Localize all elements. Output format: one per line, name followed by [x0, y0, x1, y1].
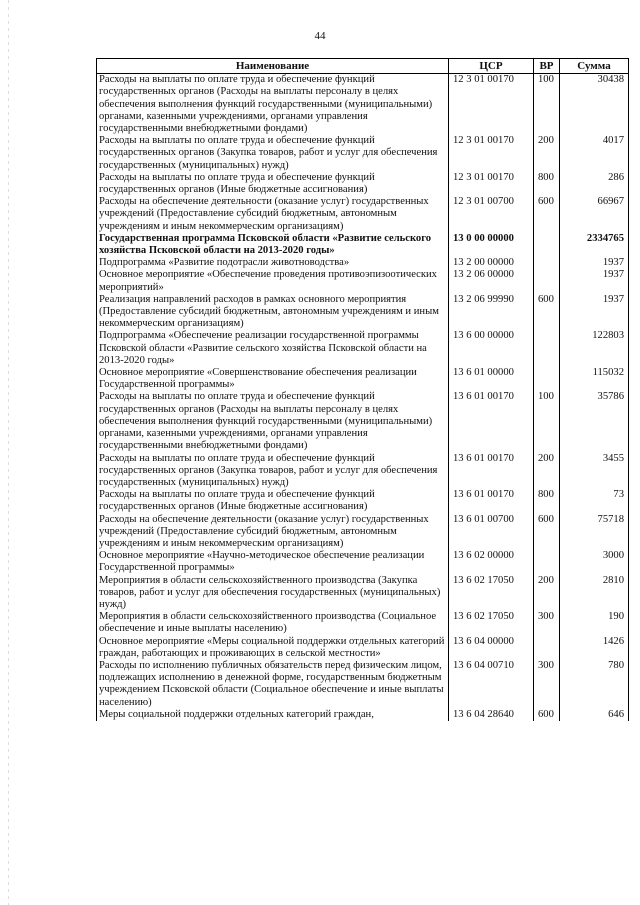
row-sum-cell: 3000 [560, 550, 629, 574]
page-number: 44 [314, 30, 326, 42]
row-sum-cell: 1937 [560, 269, 629, 293]
row-code-cell: 13 6 02 17050 [449, 575, 534, 612]
row-sum-cell: 122803 [560, 330, 629, 367]
table-row [97, 74, 629, 136]
row-code-cell: 13 6 02 00000 [449, 550, 534, 574]
table-row [97, 550, 629, 574]
table-row [97, 294, 629, 331]
row-code-cell: 12 3 01 00170 [449, 74, 534, 136]
table-row [97, 611, 629, 635]
row-name-cell: Основное мероприятие «Обеспечение проведения противоэпизоотических мероприятий» [97, 269, 449, 293]
row-name-cell: Расходы по исполнению публичных обязательств перед физическим лицом, подлежащих исполнению в денежной форме, государственным бюджетным учреждением Псковской области (Социальное обеспечение и иные выплаты населению) [97, 660, 449, 709]
row-vr-cell [534, 367, 560, 391]
row-code-cell: 13 6 00 00000 [449, 330, 534, 367]
row-code-cell: 13 6 02 17050 [449, 611, 534, 635]
row-name-cell: Расходы на выплаты по оплате труда и обеспечение функций государственных органов (Закупка товаров, работ и услуг для обеспечения государственных (муниципальных) нужд) [97, 135, 449, 172]
row-code-cell: 13 6 01 00000 [449, 367, 534, 391]
table-row [97, 257, 629, 269]
row-sum-cell: 4017 [560, 135, 629, 172]
row-sum-cell: 1937 [560, 294, 629, 331]
row-vr-cell: 300 [534, 611, 560, 635]
row-name-cell: Расходы на выплаты по оплате труда и обеспечение функций государственных органов (Расходы на выплаты персоналу в целях обеспечения выполнения функций государственными (муниципальными) органами, казенными учреждениями, органами управления государственными внебюджетными фондами) [97, 391, 449, 452]
table-header-row [97, 59, 629, 74]
table-row [97, 636, 629, 660]
table-row [97, 135, 629, 172]
header-vr: ВР [534, 59, 560, 74]
row-vr-cell [534, 636, 560, 660]
row-name-cell: Основное мероприятие «Совершенствование обеспечения реализации Государственной программы» [97, 367, 449, 391]
table-row [97, 196, 629, 233]
row-name-cell: Подпрограмма «Обеспечение реализации государственной программы Псковской области «Развитие сельского хозяйства Псковской области на 2013-2020 годы» [97, 330, 449, 367]
row-name-cell: Меры социальной поддержки отдельных категорий граждан, [97, 709, 449, 721]
row-name-cell: Расходы на выплаты по оплате труда и обеспечение функций государственных органов (Иные бюджетные ассигнования) [97, 489, 449, 513]
row-name-cell: Расходы на обеспечение деятельности (оказание услуг) государственных учреждений (Предоставление субсидий бюджетным, автономным учреждениям и иным некоммерческим организациям) [97, 514, 449, 551]
row-name-cell: Основное мероприятие «Научно-методическое обеспечение реализации Государственной программы» [97, 550, 449, 574]
row-code-cell: 13 2 00 00000 [449, 257, 534, 269]
row-sum-cell: 115032 [560, 367, 629, 391]
row-name-cell: Расходы на обеспечение деятельности (оказание услуг) государственных учреждений (Предоставление субсидий бюджетным, автономным учреждениям и иным некоммерческим организациям) [97, 196, 449, 233]
row-vr-cell: 600 [534, 196, 560, 233]
table-row [97, 660, 629, 709]
table-row [97, 489, 629, 513]
row-name-cell: Расходы на выплаты по оплате труда и обеспечение функций государственных органов (Расходы на выплаты персоналу в целях обеспечения выполнения функций государственными (муниципальными) органами, казенными учреждениями, органами управления государственными внебюджетными фондами) [97, 74, 449, 136]
row-vr-cell: 200 [534, 135, 560, 172]
row-vr-cell [534, 550, 560, 574]
table-row [97, 391, 629, 452]
row-name-cell: Государственная программа Псковской области «Развитие сельского хозяйства Псковской области на 2013-2020 годы» [97, 233, 449, 257]
row-code-cell: 13 6 04 00710 [449, 660, 534, 709]
table-row [97, 269, 629, 293]
scan-margin-line [8, 0, 9, 905]
header-name: Наименование [97, 59, 449, 74]
budget-table [96, 58, 629, 721]
row-code-cell: 13 2 06 99990 [449, 294, 534, 331]
row-sum-cell: 35786 [560, 391, 629, 452]
header-sum: Сумма [560, 59, 629, 74]
row-code-cell: 13 0 00 00000 [449, 233, 534, 257]
row-name-cell: Мероприятия в области сельскохозяйственного производства (Закупка товаров, работ и услуг для обеспечения государственных (муниципальных) нужд) [97, 575, 449, 612]
row-sum-cell: 190 [560, 611, 629, 635]
row-vr-cell: 800 [534, 489, 560, 513]
row-code-cell: 13 6 01 00700 [449, 514, 534, 551]
row-vr-cell: 200 [534, 575, 560, 612]
table-row [97, 453, 629, 490]
row-sum-cell: 2334765 [560, 233, 629, 257]
table-row [97, 233, 629, 257]
row-sum-cell: 1426 [560, 636, 629, 660]
row-vr-cell [534, 269, 560, 293]
row-code-cell: 12 3 01 00700 [449, 196, 534, 233]
table-row [97, 330, 629, 367]
row-vr-cell: 600 [534, 294, 560, 331]
row-name-cell: Мероприятия в области сельскохозяйственного производства (Социальное обеспечение и иные выплаты населению) [97, 611, 449, 635]
row-name-cell: Реализация направлений расходов в рамках основного мероприятия (Предоставление субсидий бюджетным, автономным учреждениям и иным некоммерческим организациям) [97, 294, 449, 331]
table-body [97, 74, 629, 721]
row-name-cell: Основное мероприятие «Меры социальной поддержки отдельных категорий граждан, работающих и проживающих в сельской местности» [97, 636, 449, 660]
row-code-cell: 13 6 01 00170 [449, 453, 534, 490]
row-sum-cell: 286 [560, 172, 629, 196]
row-code-cell: 13 6 01 00170 [449, 391, 534, 452]
row-name-cell: Расходы на выплаты по оплате труда и обеспечение функций государственных органов (Иные бюджетные ассигнования) [97, 172, 449, 196]
row-code-cell: 13 6 04 28640 [449, 709, 534, 721]
row-vr-cell [534, 257, 560, 269]
row-code-cell: 12 3 01 00170 [449, 172, 534, 196]
row-name-cell: Расходы на выплаты по оплате труда и обеспечение функций государственных органов (Закупка товаров, работ и услуг для обеспечения государственных (муниципальных) нужд) [97, 453, 449, 490]
row-vr-cell: 300 [534, 660, 560, 709]
table-row [97, 367, 629, 391]
row-vr-cell [534, 233, 560, 257]
row-sum-cell: 1937 [560, 257, 629, 269]
row-sum-cell: 3455 [560, 453, 629, 490]
header-code: ЦСР [449, 59, 534, 74]
table-row [97, 709, 629, 721]
table-row [97, 514, 629, 551]
row-sum-cell: 73 [560, 489, 629, 513]
row-vr-cell: 100 [534, 74, 560, 136]
row-vr-cell: 200 [534, 453, 560, 490]
row-sum-cell: 2810 [560, 575, 629, 612]
row-code-cell: 13 2 06 00000 [449, 269, 534, 293]
row-vr-cell: 800 [534, 172, 560, 196]
row-code-cell: 12 3 01 00170 [449, 135, 534, 172]
row-code-cell: 13 6 04 00000 [449, 636, 534, 660]
row-vr-cell: 600 [534, 514, 560, 551]
row-sum-cell: 75718 [560, 514, 629, 551]
row-vr-cell [534, 330, 560, 367]
table-row [97, 575, 629, 612]
row-vr-cell: 100 [534, 391, 560, 452]
table-row [97, 172, 629, 196]
row-code-cell: 13 6 01 00170 [449, 489, 534, 513]
row-sum-cell: 30438 [560, 74, 629, 136]
row-name-cell: Подпрограмма «Развитие подотрасли животноводства» [97, 257, 449, 269]
row-sum-cell: 646 [560, 709, 629, 721]
row-sum-cell: 780 [560, 660, 629, 709]
row-sum-cell: 66967 [560, 196, 629, 233]
row-vr-cell: 600 [534, 709, 560, 721]
